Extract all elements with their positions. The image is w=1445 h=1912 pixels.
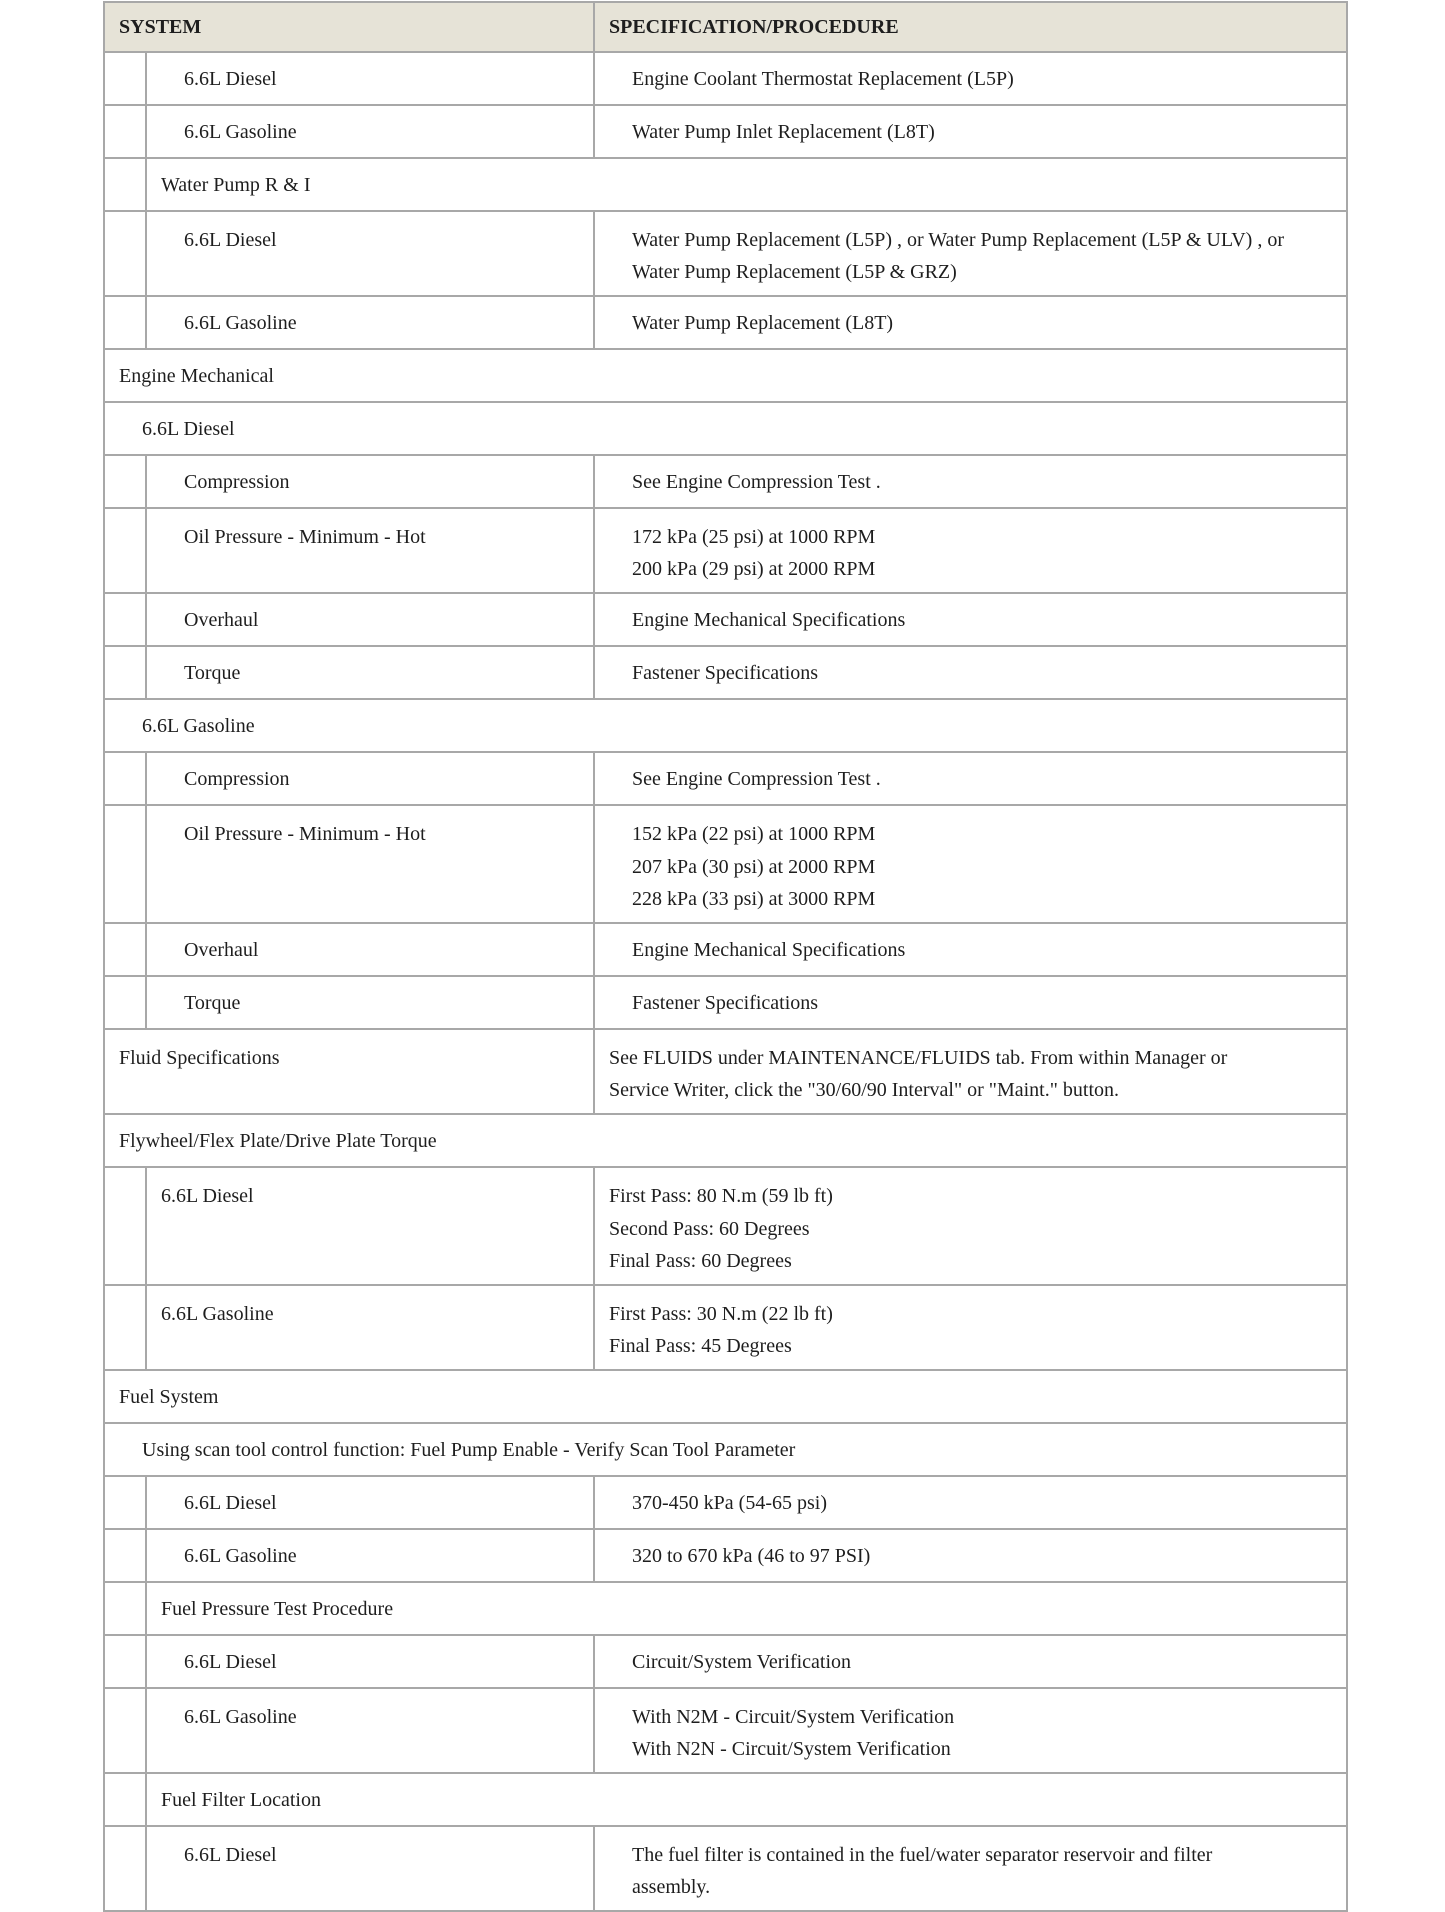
group-row [104, 402, 1347, 455]
indent-cell [104, 752, 146, 805]
table-row [104, 1826, 1347, 1911]
specification-line: Service Writer, click the "30/60/90 Interval" or "Maint." button. [609, 1079, 1119, 1101]
table-row [104, 1529, 1347, 1582]
system-cell [146, 52, 594, 105]
table-row [104, 508, 1347, 593]
indent-cell [104, 1688, 146, 1773]
specification-cell [594, 923, 1347, 976]
system-cell [146, 976, 594, 1029]
system-label: Fluid Specifications [119, 1047, 280, 1069]
specification-cell [594, 1529, 1347, 1582]
system-cell [146, 296, 594, 349]
specification-line: See FLUIDS under MAINTENANCE/FLUIDS tab. From within Manager or [609, 1047, 1228, 1069]
specification-line: 152 kPa (22 psi) at 1000 RPM [632, 823, 876, 845]
indent-cell [104, 211, 146, 296]
system-label: 6.6L Diesel [161, 1185, 254, 1207]
table-row [104, 1167, 1347, 1285]
specification-cell [594, 1476, 1347, 1529]
subgroup-label: Fuel Filter Location [146, 1773, 1347, 1826]
table-body [104, 52, 1347, 1911]
indent-cell [104, 1529, 146, 1582]
indent-cell [104, 1582, 146, 1635]
table-row [104, 1635, 1347, 1688]
specification-cell [594, 508, 1347, 593]
table-row [104, 593, 1347, 646]
indent-cell [104, 1635, 146, 1688]
subgroup-label: Fuel Pressure Test Procedure [146, 1582, 1347, 1635]
specification-cell [594, 1826, 1347, 1911]
specification-cell [594, 1688, 1347, 1773]
system-label: 6.6L Gasoline [184, 1545, 297, 1567]
header-system: SYSTEM [104, 2, 594, 52]
indent-cell [104, 158, 146, 211]
table-row [104, 805, 1347, 923]
system-cell [146, 752, 594, 805]
specification-line: 200 kPa (29 psi) at 2000 RPM [632, 558, 876, 580]
system-cell [104, 1029, 594, 1114]
specification-line: Engine Mechanical Specifications [632, 939, 906, 961]
indent-cell [104, 296, 146, 349]
system-label: Torque [184, 992, 241, 1014]
group-label: Flywheel/Flex Plate/Drive Plate Torque [104, 1114, 1347, 1167]
group-label: Fuel System [104, 1370, 1347, 1423]
system-label: 6.6L Diesel [184, 1492, 277, 1514]
indent-cell [104, 105, 146, 158]
specification-cell [594, 455, 1347, 508]
system-cell [146, 1167, 594, 1285]
system-cell [146, 1476, 594, 1529]
table-header-row [104, 2, 1347, 52]
group-row [104, 1114, 1347, 1167]
table-row [104, 976, 1347, 1029]
subgroup-label: 6.6L Diesel [104, 402, 1347, 455]
table-row [104, 1285, 1347, 1370]
indent-cell [104, 1285, 146, 1370]
specification-line: Fastener Specifications [632, 992, 819, 1014]
system-label: 6.6L Gasoline [184, 1706, 297, 1728]
specification-cell [594, 805, 1347, 923]
indent-cell [104, 1773, 146, 1826]
system-cell [146, 105, 594, 158]
table-row [104, 752, 1347, 805]
specification-cell [594, 752, 1347, 805]
specification-cell [594, 646, 1347, 699]
indent-cell [104, 1826, 146, 1911]
specification-line: With N2M - Circuit/System Verification [632, 1706, 955, 1728]
table-row [104, 923, 1347, 976]
system-cell [146, 1529, 594, 1582]
system-cell [146, 923, 594, 976]
specification-line: Second Pass: 60 Degrees [609, 1218, 810, 1240]
specification-line: 172 kPa (25 psi) at 1000 RPM [632, 526, 876, 548]
specification-cell [594, 1285, 1347, 1370]
system-cell [146, 508, 594, 593]
specification-line: Water Pump Inlet Replacement (L8T) [632, 121, 935, 143]
table-row [104, 296, 1347, 349]
table-row [104, 455, 1347, 508]
table-row [104, 105, 1347, 158]
specification-line: Engine Mechanical Specifications [632, 609, 906, 631]
system-label: Overhaul [184, 609, 259, 631]
specification-table [103, 1, 1348, 1912]
specification-cell [594, 1167, 1347, 1285]
specification-cell [594, 1029, 1347, 1114]
indent-cell [104, 646, 146, 699]
header-specification: SPECIFICATION/PROCEDURE [594, 2, 1347, 52]
system-cell [146, 805, 594, 923]
system-cell [146, 1285, 594, 1370]
system-label: 6.6L Diesel [184, 68, 277, 90]
specification-line: 228 kPa (33 psi) at 3000 RPM [632, 888, 876, 910]
system-label: 6.6L Gasoline [184, 121, 297, 143]
indent-cell [104, 1167, 146, 1285]
system-label: 6.6L Gasoline [184, 312, 297, 334]
specification-cell [594, 1635, 1347, 1688]
specification-line: Final Pass: 60 Degrees [609, 1250, 792, 1272]
specification-line: The fuel filter is contained in the fuel/water separator reservoir and filter [632, 1844, 1213, 1866]
specification-line: See Engine Compression Test . [632, 768, 881, 790]
specification-line: See Engine Compression Test . [632, 471, 881, 493]
system-label: Compression [184, 471, 290, 493]
system-label: 6.6L Diesel [184, 229, 277, 251]
system-label: 6.6L Diesel [184, 1844, 277, 1866]
system-label: Compression [184, 768, 290, 790]
group-row [104, 699, 1347, 752]
subgroup-label: Using scan tool control function: Fuel Pump Enable - Verify Scan Tool Parameter [104, 1423, 1347, 1476]
specification-cell [594, 976, 1347, 1029]
specification-line: With N2N - Circuit/System Verification [632, 1738, 951, 1760]
system-cell [146, 1826, 594, 1911]
group-row [104, 158, 1347, 211]
subgroup-label: Water Pump R & I [146, 158, 1347, 211]
specification-line: First Pass: 30 N.m (22 lb ft) [609, 1303, 833, 1325]
group-label: Engine Mechanical [104, 349, 1347, 402]
specification-line: Water Pump Replacement (L8T) [632, 312, 894, 334]
indent-cell [104, 1476, 146, 1529]
specification-cell [594, 211, 1347, 296]
system-cell [146, 1635, 594, 1688]
indent-cell [104, 455, 146, 508]
system-label: 6.6L Diesel [184, 1651, 277, 1673]
table-row [104, 52, 1347, 105]
specification-line: Circuit/System Verification [632, 1651, 852, 1673]
specification-line: Water Pump Replacement (L5P) , or Water Pump Replacement (L5P & ULV) , or [632, 229, 1285, 251]
specification-cell [594, 52, 1347, 105]
system-cell [146, 1688, 594, 1773]
system-label: Torque [184, 662, 241, 684]
system-cell [146, 211, 594, 296]
specification-line: Engine Coolant Thermostat Replacement (L5P) [632, 68, 1014, 90]
specification-line: Final Pass: 45 Degrees [609, 1335, 792, 1357]
group-row [104, 1582, 1347, 1635]
table-row [104, 1688, 1347, 1773]
subgroup-label: 6.6L Gasoline [104, 699, 1347, 752]
group-row [104, 1370, 1347, 1423]
system-label: Oil Pressure - Minimum - Hot [184, 526, 426, 548]
indent-cell [104, 805, 146, 923]
table-row [104, 1476, 1347, 1529]
indent-cell [104, 593, 146, 646]
system-label: Oil Pressure - Minimum - Hot [184, 823, 426, 845]
specification-line: 207 kPa (30 psi) at 2000 RPM [632, 856, 876, 878]
group-row [104, 1423, 1347, 1476]
table-row [104, 1029, 1347, 1114]
group-row [104, 1773, 1347, 1826]
specification-line: First Pass: 80 N.m (59 lb ft) [609, 1185, 833, 1207]
specification-line: Fastener Specifications [632, 662, 819, 684]
specification-cell [594, 105, 1347, 158]
table-row [104, 646, 1347, 699]
system-label: 6.6L Gasoline [161, 1303, 274, 1325]
system-cell [146, 455, 594, 508]
specification-line: 320 to 670 kPa (46 to 97 PSI) [632, 1545, 871, 1567]
indent-cell [104, 976, 146, 1029]
system-cell [146, 593, 594, 646]
specification-line: Water Pump Replacement (L5P & GRZ) [632, 261, 957, 283]
group-row [104, 349, 1347, 402]
indent-cell [104, 52, 146, 105]
system-label: Overhaul [184, 939, 259, 961]
specification-cell [594, 593, 1347, 646]
specification-cell [594, 296, 1347, 349]
system-cell [146, 646, 594, 699]
indent-cell [104, 508, 146, 593]
indent-cell [104, 923, 146, 976]
table-row [104, 211, 1347, 296]
specification-line: 370-450 kPa (54-65 psi) [632, 1492, 827, 1514]
specification-line: assembly. [632, 1876, 711, 1898]
